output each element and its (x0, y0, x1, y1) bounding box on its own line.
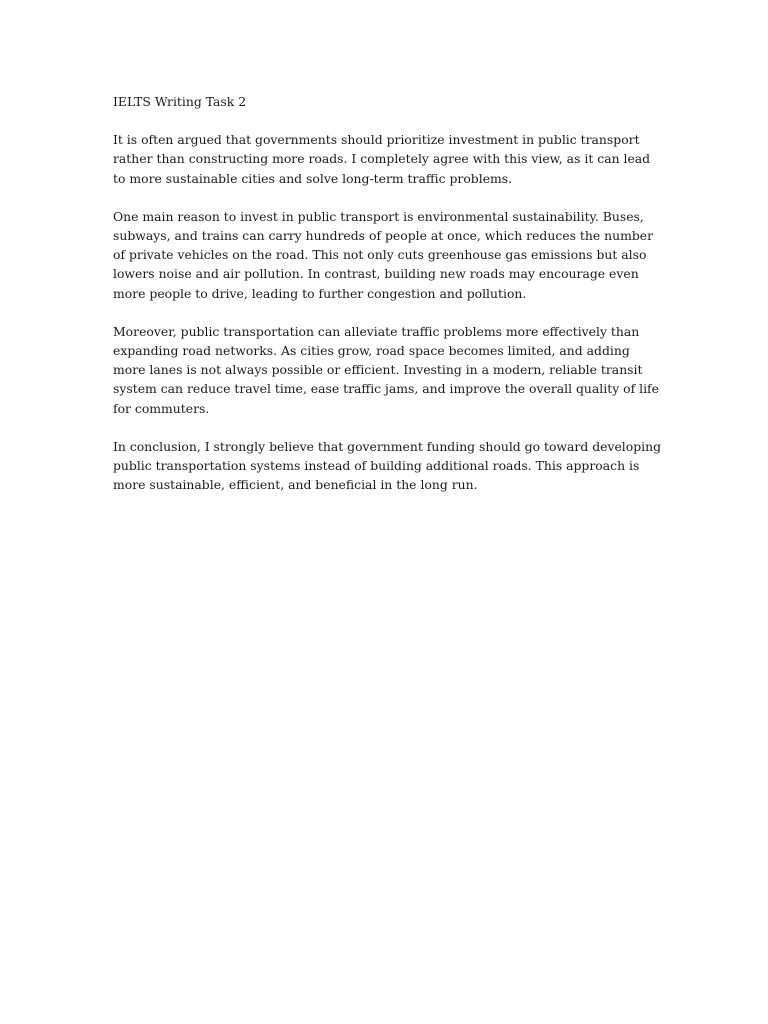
paragraph-body-environment: One main reason to invest in public transport is environmental sustainability. Buses, subways, and trains can carry hundreds of people at once, which reduces the number of private vehicles on the road. This not only cuts greenhouse gas emissions but also lowers noise and air pollution. In contrast, building new roads may encourage even more people to drive, leading to further congestion and pollution. (113, 208, 654, 301)
paragraph-conclusion: In conclusion, I strongly believe that government funding should go toward developing public transportation systems instead of building additional roads. This approach is more sustainable, efficient, and beneficial in the long run. (113, 438, 662, 493)
paragraph-body-traffic: Moreover, public transportation can alleviate traffic problems more effectively than expanding road networks. As cities grow, road space becomes limited, and adding more lanes is not always possible or efficient. Investing in a modern, reliable transit system can reduce travel time, ease traffic jams, and improve the overall quality of life for commuters. (113, 323, 659, 416)
paragraph-introduction: It is often argued that governments should prioritize investment in public transport rather than constructing more roads. I completely agree with this view, as it can lead to more sustainable cities and solve long-term traffic problems. (113, 132, 651, 186)
document-title: IELTS Writing Task 2 (113, 94, 247, 109)
